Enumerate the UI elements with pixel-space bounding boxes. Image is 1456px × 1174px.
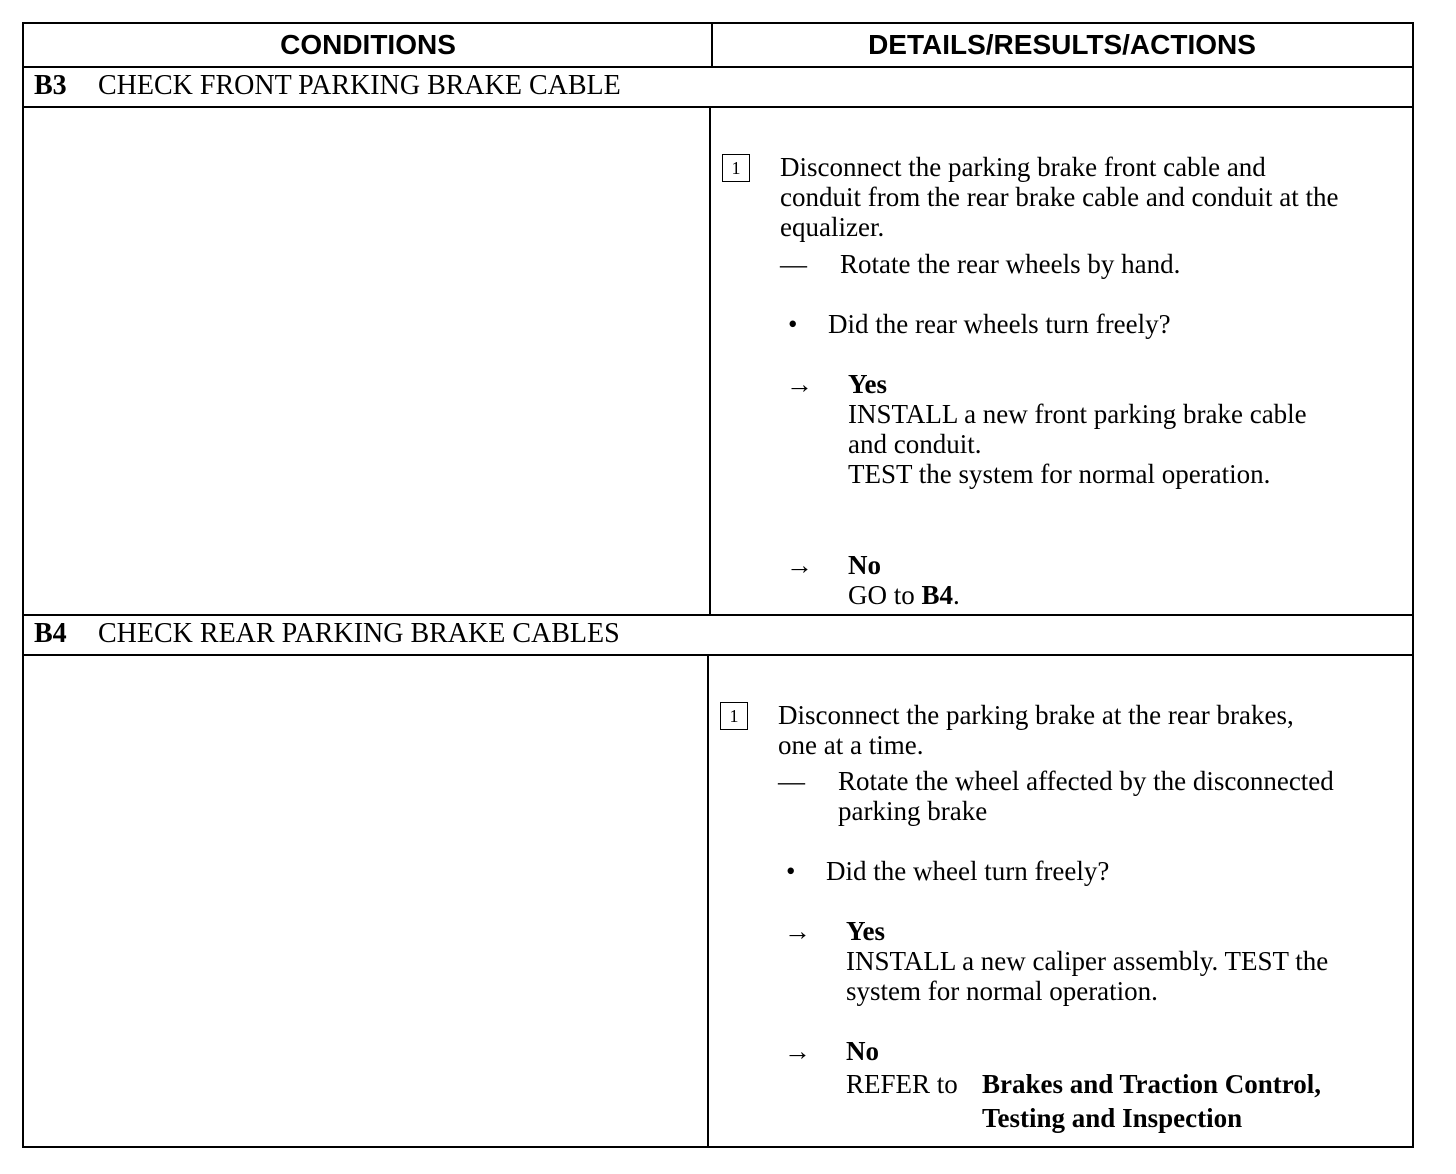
section-id-b3: B3 xyxy=(34,70,67,101)
no-text-prefix: GO to xyxy=(848,580,922,610)
diagnostic-table xyxy=(22,22,1414,1148)
arrow-right-icon: → xyxy=(786,369,813,399)
bullet-icon: • xyxy=(788,309,798,339)
section-heading-b4: CHECK REAR PARKING BRAKE CABLES xyxy=(98,618,620,649)
yes-text-line: system for normal operation. xyxy=(846,976,1158,1006)
no-text xyxy=(848,580,960,610)
question-text: Did the wheel turn freely? xyxy=(826,856,1110,886)
em-dash-icon: — xyxy=(778,766,805,796)
header-divider xyxy=(711,24,713,66)
yes-text-line: TEST the system for normal operation. xyxy=(848,459,1271,489)
em-dash-icon: — xyxy=(780,249,807,279)
b3-title-rule xyxy=(24,106,1412,108)
section-id-b4: B4 xyxy=(34,618,67,649)
yes-text-line: and conduit. xyxy=(848,429,982,459)
section-heading-b3: CHECK FRONT PARKING BRAKE CABLE xyxy=(98,70,621,101)
yes-label: Yes xyxy=(848,369,887,399)
step-number-box: 1 xyxy=(720,702,748,730)
step-text-line: conduit from the rear brake cable and conduit at the xyxy=(780,182,1339,212)
yes-text-line: INSTALL a new caliper assembly. TEST the xyxy=(846,946,1329,976)
arrow-right-icon: → xyxy=(784,1036,811,1066)
arrow-right-icon: → xyxy=(784,916,811,946)
goto-reference-link[interactable]: B4 xyxy=(921,580,954,610)
step-text-line: one at a time. xyxy=(778,730,924,760)
refer-reference-line[interactable]: Brakes and Traction Control, xyxy=(982,1069,1322,1099)
step-text-line: Disconnect the parking brake front cable and xyxy=(780,152,1266,182)
action-text-line: Rotate the wheel affected by the disconnected xyxy=(838,766,1334,796)
no-text-end: . xyxy=(953,580,960,610)
section-title-b3 xyxy=(34,66,621,106)
no-text-prefix: REFER to xyxy=(846,1069,958,1099)
action-text: Rotate the rear wheels by hand. xyxy=(840,249,1181,279)
no-label: No xyxy=(848,550,881,580)
conditions-header: CONDITIONS xyxy=(280,29,456,60)
step-number-box: 1 xyxy=(722,154,750,182)
b4-column-divider xyxy=(707,654,709,1148)
yes-label: Yes xyxy=(846,916,885,946)
step-text-line: Disconnect the parking brake at the rear brakes, xyxy=(778,700,1294,730)
bullet-icon: • xyxy=(786,856,796,886)
details-header: DETAILS/RESULTS/ACTIONS xyxy=(868,29,1256,60)
question-text: Did the rear wheels turn freely? xyxy=(828,309,1171,339)
yes-text-line: INSTALL a new front parking brake cable xyxy=(848,399,1307,429)
step-text-line: equalizer. xyxy=(780,212,885,242)
no-label: No xyxy=(846,1036,879,1066)
refer-reference-line[interactable]: Testing and Inspection xyxy=(982,1103,1243,1133)
b4-title-rule xyxy=(24,654,1412,656)
arrow-right-icon: → xyxy=(786,550,813,580)
action-text-line: parking brake xyxy=(838,796,988,826)
section-title-b4 xyxy=(34,614,620,654)
b3-column-divider xyxy=(709,106,711,614)
